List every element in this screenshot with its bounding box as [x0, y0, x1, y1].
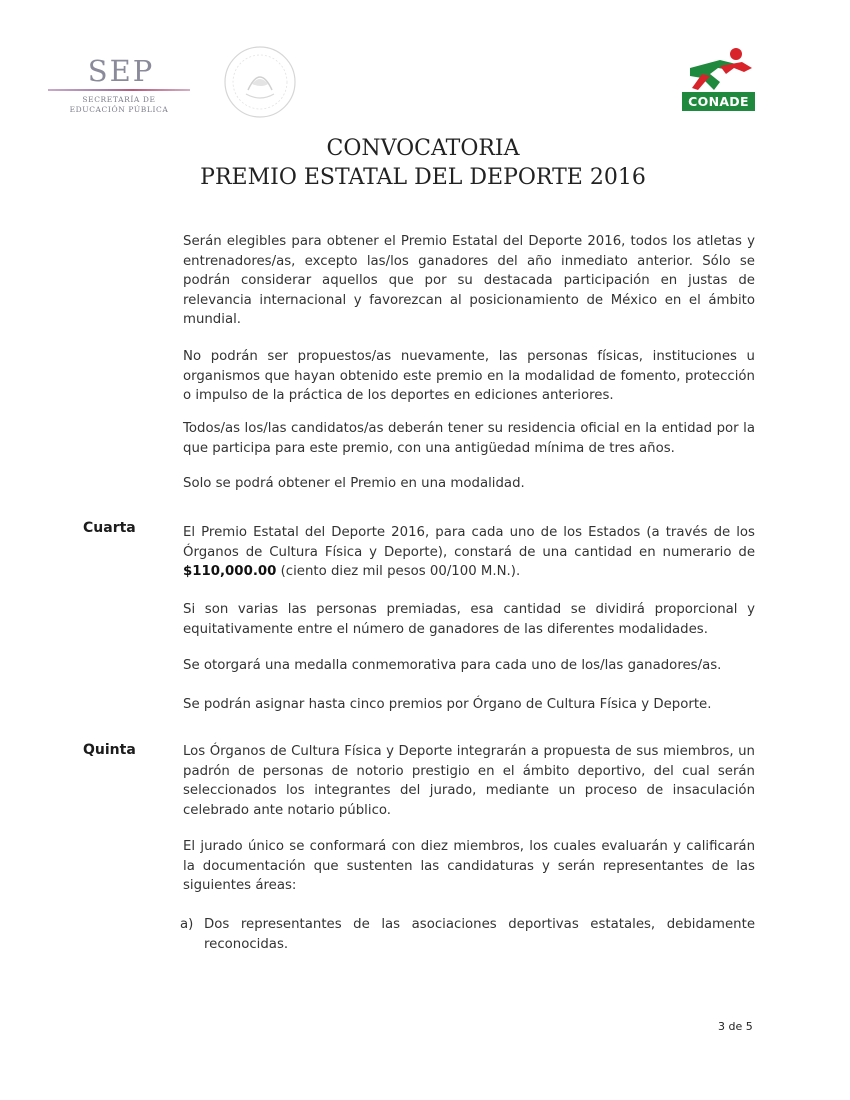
cuarta-paragraph-4: Se podrán asignar hasta cinco premios por Órgano de Cultura Física y Deporte. [183, 697, 712, 712]
runner-icon [680, 46, 758, 94]
page-number: 3 de 5 [718, 1020, 753, 1033]
cuarta-paragraph-2: Si son varias las personas premiadas, esa cantidad se dividirá proporcional y equitativamente entre el número de ganadores de las diferentes modalidades. [183, 602, 755, 637]
section-label-quinta: Quinta [83, 742, 136, 758]
prize-amount: $110,000.00 [183, 564, 277, 579]
sep-logo [48, 56, 190, 115]
cuarta-paragraph-3: Se otorgará una medalla conmemorativa para cada uno de los/las ganadores/as. [183, 658, 722, 673]
list-marker-a: a) [180, 917, 194, 932]
cuarta-paragraph-1 [183, 523, 755, 582]
quinta-paragraph-1: Los Órganos de Cultura Física y Deporte integrarán a propuesta de sus miembros, un padrón de personas de notorio prestigio en el ámbito deportivo, del cual serán seleccionados los integrantes del jurado, mediante un proceso de insaculación celebrado ante notario público. [183, 744, 755, 818]
intro-paragraph-4: Solo se podrá obtener el Premio en una modalidad. [183, 476, 525, 491]
page-title-line2: PREMIO ESTATAL DEL DEPORTE 2016 [200, 165, 646, 190]
intro-paragraph-3: Todos/as los/las candidatos/as deberán tener su residencia oficial en la entidad por la que participa para este premio, con una antigüedad mínima de tres años. [183, 421, 755, 456]
sep-logo-line1: SECRETARÍA DE [82, 95, 156, 104]
page-title-line1: CONVOCATORIA [326, 136, 520, 161]
national-seal-icon [222, 44, 298, 120]
list-text-a: Dos representantes de las asociaciones deportivas estatales, debidamente reconocidas. [204, 917, 755, 952]
quinta-paragraph-2: El jurado único se conformará con diez miembros, los cuales evaluarán y calificarán la documentación que sustenten las candidaturas y serán representantes de las siguientes áreas: [183, 839, 755, 893]
intro-paragraph-1: Serán elegibles para obtener el Premio Estatal del Deporte 2016, todos los atletas y entrenadores/as, excepto las/los ganadores del año inmediato anterior. Sólo se podrán considerar aquellos que por su destacada participación en justas de relevancia internacional y favorezcan al posicionamiento de México en el ámbito mundial. [183, 234, 755, 327]
intro-paragraph-2: No podrán ser propuestos/as nuevamente, las personas físicas, instituciones u organismos que hayan obtenido este premio en la modalidad de fomento, protección o impulso de la práctica de los deportes en ediciones anteriores. [183, 349, 755, 403]
sep-logo-line2: EDUCACIÓN PÚBLICA [69, 105, 169, 114]
cuarta-p1-text: El Premio Estatal del Deporte 2016, para cada uno de los Estados (a través de los Órganos de Cultura Física y Deporte), constará de una cantidad en numerario de [183, 525, 755, 560]
list-item-a [180, 915, 755, 954]
cuarta-p1-tail: (ciento diez mil pesos 00/100 M.N.). [276, 564, 521, 579]
conade-label: CONADE [682, 92, 755, 111]
conade-logo [680, 46, 758, 114]
sep-logo-word: SEP [87, 54, 155, 88]
sep-logo-divider [48, 89, 190, 91]
section-label-cuarta: Cuarta [83, 520, 136, 536]
